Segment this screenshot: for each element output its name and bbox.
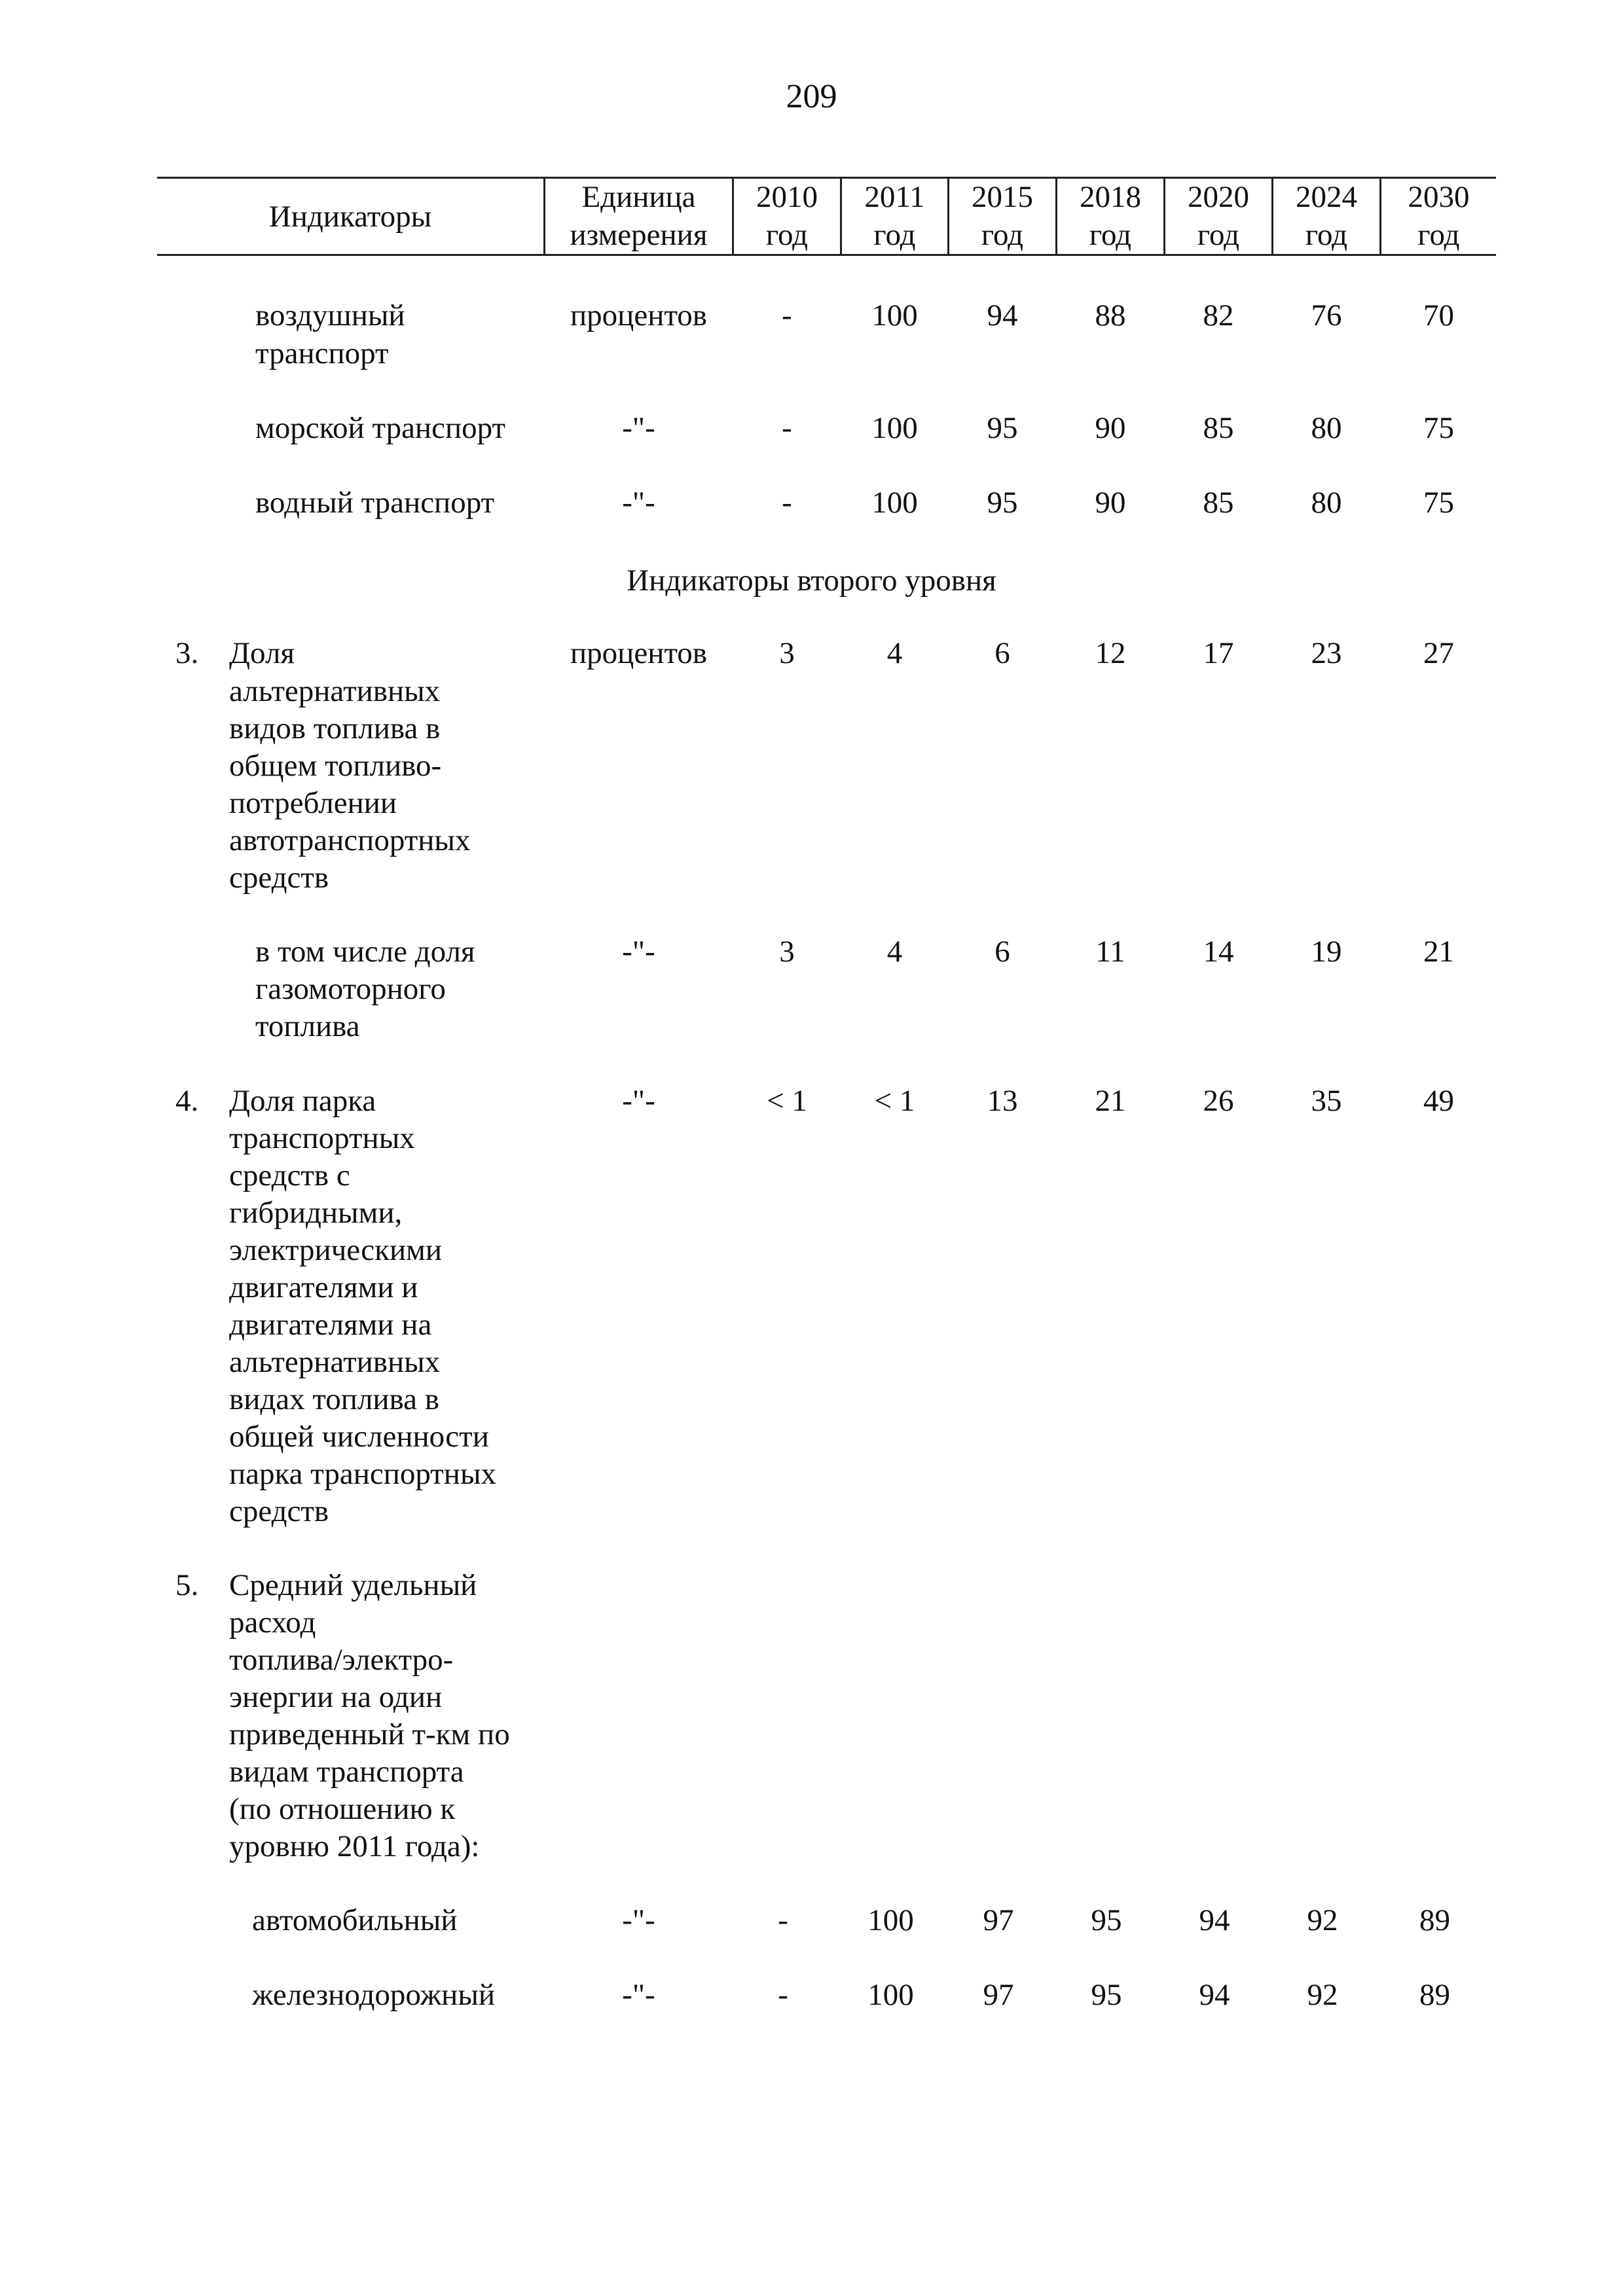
- cell-2010: -: [782, 298, 792, 332]
- row-label: расход: [229, 1605, 316, 1640]
- row-label: транспорт: [255, 336, 389, 370]
- cell-2024: 80: [1311, 411, 1342, 445]
- header-year: 2015: [972, 180, 1033, 214]
- row-label: гибридными,: [229, 1196, 403, 1230]
- header-god: год: [873, 218, 916, 252]
- header-indicators-label: Индикаторы: [268, 200, 432, 234]
- cell-2011: 4: [886, 636, 903, 670]
- row-label: видам транспорта: [229, 1755, 464, 1789]
- row-unit: процентов: [570, 636, 707, 670]
- cell-2024: 19: [1311, 935, 1342, 969]
- page-number: 209: [786, 78, 837, 115]
- row-label: энергии на один: [229, 1680, 443, 1714]
- row-unit: процентов: [570, 298, 707, 332]
- row-number: 3.: [175, 636, 199, 670]
- header-unit-line2: измерения: [570, 218, 708, 252]
- cell-2010: -: [782, 486, 792, 520]
- header-year-2010: [734, 178, 840, 255]
- header-year: 2018: [1080, 180, 1141, 214]
- row-number: 5.: [175, 1568, 199, 1602]
- cell-2018: 90: [1095, 486, 1126, 520]
- header-year: 2030: [1408, 180, 1470, 214]
- cell-2024: 76: [1311, 298, 1342, 332]
- header-god: год: [1197, 218, 1240, 252]
- row-label: воздушный: [255, 298, 405, 332]
- row-label: Доля: [229, 636, 295, 670]
- cell-2011: 100: [871, 486, 918, 520]
- cell-2020: 14: [1203, 935, 1234, 969]
- cell-2024: 35: [1311, 1084, 1342, 1118]
- row-unit: -"-: [622, 1903, 655, 1937]
- header-unit-line1: Единица: [581, 180, 696, 214]
- header-god: год: [1089, 218, 1132, 252]
- cell-2011: 100: [867, 1903, 914, 1937]
- row-label: (по отношению к: [229, 1792, 456, 1826]
- cell-2020: 85: [1203, 486, 1234, 520]
- header-year: 2010: [756, 180, 818, 214]
- cell-2020: 85: [1203, 411, 1234, 445]
- row-label: общем топливо-: [229, 749, 442, 783]
- cell-2024: 92: [1307, 1978, 1338, 2012]
- row-label: общей численности: [229, 1420, 489, 1454]
- row-unit: -"-: [622, 1978, 655, 2012]
- row-label: автотранспортных: [229, 823, 471, 857]
- cell-2024: 80: [1311, 486, 1342, 520]
- row-label: морской транспорт: [255, 411, 506, 445]
- row-label: средств: [229, 861, 329, 895]
- row-label: видах топлива в: [229, 1382, 439, 1416]
- cell-2018: 12: [1095, 636, 1126, 670]
- cell-2030: 89: [1419, 1978, 1450, 2012]
- cell-2010: -: [778, 1978, 788, 2012]
- cell-2015: 6: [994, 935, 1010, 969]
- row-label: уровню 2011 года):: [229, 1829, 480, 1863]
- cell-2020: 17: [1203, 636, 1234, 670]
- header-year: 2020: [1188, 180, 1249, 214]
- row-label: потреблении: [229, 786, 397, 820]
- section-title: Индикаторы второго уровня: [627, 564, 996, 598]
- row-label: автомобильный: [252, 1903, 458, 1937]
- cell-2020: 82: [1203, 298, 1234, 332]
- cell-2011: 100: [871, 411, 918, 445]
- cell-2010: 3: [779, 935, 795, 969]
- cell-2010: < 1: [767, 1084, 807, 1118]
- row-label: железнодорожный: [252, 1978, 496, 2012]
- row-unit: -"-: [622, 1084, 655, 1118]
- cell-2030: 75: [1423, 486, 1454, 520]
- row-label: средств с: [229, 1158, 350, 1193]
- header-unit: [545, 178, 732, 255]
- header-god: год: [1305, 218, 1348, 252]
- cell-2010: -: [778, 1903, 788, 1937]
- header-god: год: [765, 218, 809, 252]
- cell-2030: 70: [1423, 298, 1454, 332]
- cell-2020: 26: [1203, 1084, 1234, 1118]
- cell-2011: 100: [867, 1978, 914, 2012]
- row-label: парка транспортных: [229, 1457, 497, 1491]
- cell-2011: 4: [886, 935, 903, 969]
- cell-2030: 27: [1423, 636, 1454, 670]
- row-number: 4.: [175, 1084, 199, 1118]
- cell-2015: 97: [983, 1978, 1014, 2012]
- cell-2015: 97: [983, 1903, 1014, 1937]
- cell-2024: 92: [1307, 1903, 1338, 1937]
- row-label: альтернативных: [229, 674, 441, 708]
- cell-2030: 49: [1423, 1084, 1454, 1118]
- header-year-2018: [1057, 178, 1163, 255]
- row-label: альтернативных: [229, 1345, 441, 1379]
- cell-2030: 89: [1419, 1903, 1450, 1937]
- row-unit: -"-: [622, 411, 655, 445]
- header-year-2011: [842, 178, 947, 255]
- cell-2020: 94: [1199, 1978, 1230, 2012]
- cell-2010: -: [782, 411, 792, 445]
- cell-2030: 21: [1423, 935, 1454, 969]
- header-god: год: [981, 218, 1024, 252]
- header-year: 2024: [1296, 180, 1357, 214]
- row-label: Средний удельный: [229, 1568, 477, 1602]
- header-year: 2011: [864, 180, 925, 214]
- cell-2010: 3: [779, 636, 795, 670]
- row-label: газомоторного: [255, 972, 446, 1006]
- cell-2018: 90: [1095, 411, 1126, 445]
- header-god: год: [1417, 218, 1460, 252]
- cell-2030: 75: [1423, 411, 1454, 445]
- header-year-2024: [1273, 178, 1379, 255]
- cell-2015: 13: [987, 1084, 1018, 1118]
- cell-2018: 11: [1095, 935, 1125, 969]
- row-unit: -"-: [622, 486, 655, 520]
- row-label: топлива/электро-: [229, 1643, 454, 1677]
- header-indicators: [157, 178, 543, 255]
- cell-2015: 95: [987, 411, 1018, 445]
- cell-2018: 21: [1095, 1084, 1126, 1118]
- row-label: средств: [229, 1494, 329, 1528]
- row-label: двигателями на: [229, 1308, 432, 1342]
- row-label: топлива: [255, 1009, 360, 1043]
- row-label: приведенный т-км по: [229, 1717, 510, 1751]
- cell-2024: 23: [1311, 636, 1342, 670]
- cell-2018: 88: [1095, 298, 1126, 332]
- header-year-2030: [1381, 178, 1496, 255]
- cell-2015: 94: [987, 298, 1018, 332]
- cell-2011: < 1: [874, 1084, 915, 1118]
- header-year-2015: [949, 178, 1055, 255]
- header-year-2020: [1165, 178, 1271, 255]
- row-label: двигателями и: [229, 1270, 418, 1304]
- cell-2011: 100: [871, 298, 918, 332]
- cell-2018: 95: [1091, 1903, 1122, 1937]
- row-unit: -"-: [622, 935, 655, 969]
- row-label: электрическими: [229, 1233, 443, 1267]
- row-label: Доля парка: [229, 1084, 376, 1118]
- row-label: в том числе доля: [255, 935, 475, 969]
- row-label: транспортных: [229, 1121, 415, 1155]
- cell-2018: 95: [1091, 1978, 1122, 2012]
- cell-2015: 6: [994, 636, 1010, 670]
- cell-2015: 95: [987, 486, 1018, 520]
- row-label: водный транспорт: [255, 486, 495, 520]
- row-label: видов топлива в: [229, 711, 441, 745]
- cell-2020: 94: [1199, 1903, 1230, 1937]
